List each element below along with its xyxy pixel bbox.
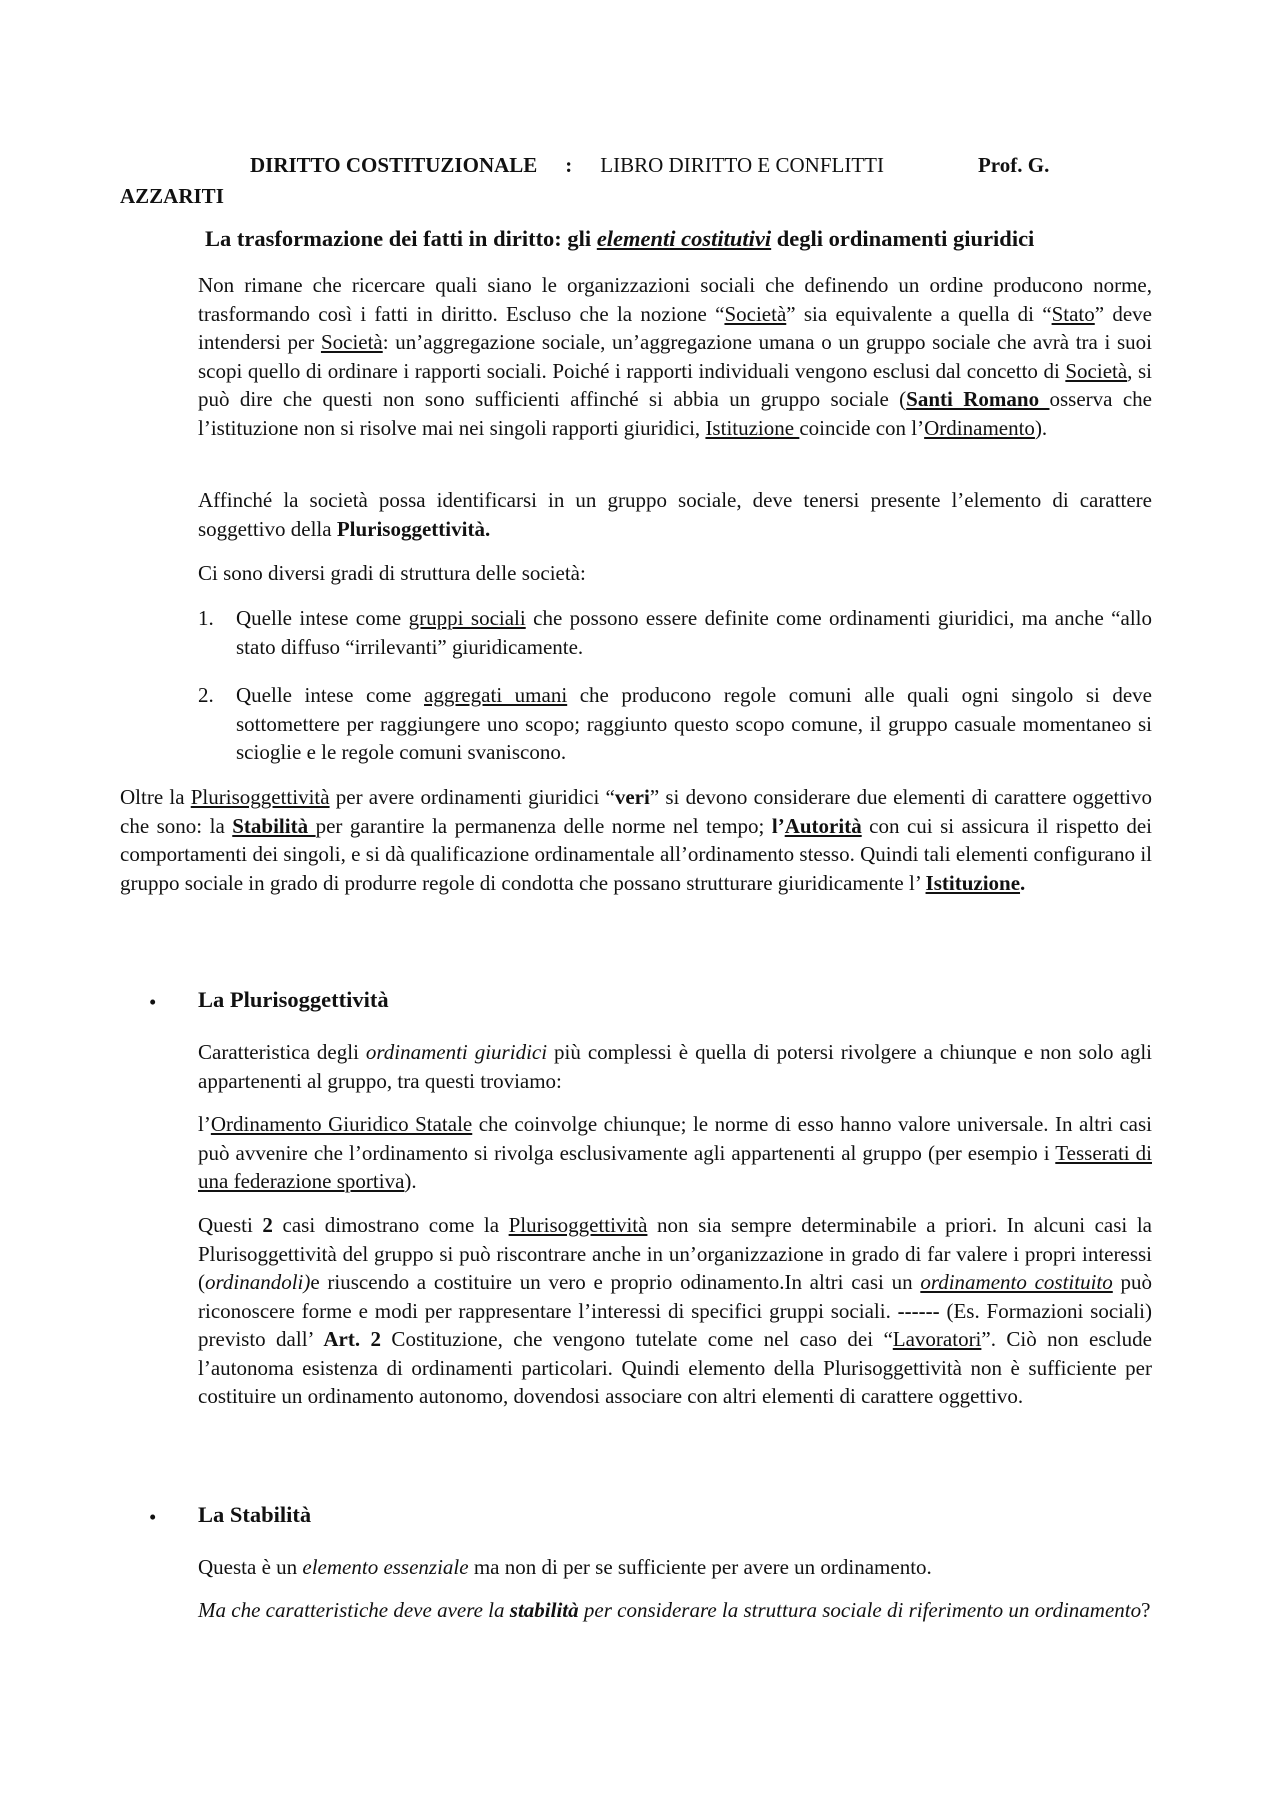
paragraph-gradi: Ci sono diversi gradi di struttura delle società: bbox=[198, 561, 586, 585]
book-title: LIBRO DIRITTO E CONFLITTI bbox=[600, 153, 884, 177]
list-item: 2. Quelle intese come aggregati umani che producono regole comuni alle quali ogni singolo si deve sottomettere per raggiungere uno scopo; raggiunto questo scopo comune, il gruppo casuale momentaneo si scioglie e le regole comuni svaniscono. bbox=[198, 683, 1153, 764]
list-item: 1. Quelle intese come gruppi sociali che possono essere definite come ordinamenti giuridici, ma anche “allo stato diffuso “irrilevanti” giuridicamente. bbox=[198, 606, 1152, 659]
paragraph-caratteristica: Caratteristica degli ordinamenti giuridici più complessi è quella di potersi rivolgere a chiunque e non solo agli appartenenti al gruppo, tra questi troviamo: bbox=[198, 1040, 1152, 1093]
paragraph-elementi-oggettivi: Oltre la Plurisoggettività per avere ordinamenti giuridici “veri” si devono considerare due elementi di carattere oggettivo che sono: la Stabilità per garantire la permanenza delle norme nel tempo; l’Autorità con cui si assicura il rispetto dei comportamenti dei singoli, e si dà qualificazione ordinamentale all’ordinamento stesso. Quindi tali elementi configurano il gruppo sociale in grado di produrre regole di condotta che possano strutturare giuridicamente l’ Istituzione. bbox=[120, 785, 1152, 895]
course-title: DIRITTO COSTITUZIONALE bbox=[250, 153, 538, 177]
bullet-icon: • bbox=[149, 1505, 157, 1529]
paragraph-domanda-stabilita: Ma che caratteristiche deve avere la stabilità per considerare la struttura sociale di riferimento un ordinamento? bbox=[198, 1598, 1151, 1622]
paragraph-ordinamento-statale: l’Ordinamento Giuridico Statale che coinvolge chiunque; le norme di esso hanno valore universale. In altri casi può avvenire che l’ordinamento si rivolga esclusivamente agli appartenenti al gruppo (per esempio i Tesserati di una federazione sportiva). bbox=[198, 1112, 1152, 1193]
header-separator: : bbox=[565, 153, 573, 177]
paragraph-plurisoggettivita: Affinché la società possa identificarsi in un gruppo sociale, deve tenersi presente l’elemento di carattere soggettivo della Plurisoggettività. bbox=[198, 488, 1152, 541]
document-header bbox=[120, 150, 1150, 212]
section-title: La trasformazione dei fatti in diritto: gli elementi costitutivi degli ordinamenti giuridici bbox=[205, 226, 1035, 251]
paragraph-elemento-essenziale: Questa è un elemento essenziale ma non di per se sufficiente per avere un ordinamento. bbox=[198, 1555, 932, 1579]
title-emphasis: elementi costitutivi bbox=[596, 226, 772, 251]
subsection-title-stabilita: La Stabilità bbox=[198, 1502, 312, 1527]
professor-surname: AZZARITI bbox=[120, 184, 224, 208]
bullet-icon: • bbox=[149, 990, 157, 1014]
professor-name: Prof. G. bbox=[977, 153, 1050, 177]
paragraph-intro: Non rimane che ricercare quali siano le organizzazioni sociali che definendo un ordine producono norme, trasformando così i fatti in diritto. Escluso che la nozione “Società” sia equivalente a quella di “Stato” deve intendersi per Società: un’aggregazione sociale, un’aggregazione umana o un gruppo sociale che avrà tra i suoi scopi quello di ordinare i rapporti sociali. Poiché i rapporti individuali vengono esclusi dal concetto di Società, si può dire che questi non sono sufficienti affinché si abbia un gruppo sociale (Santi Romano osserva che l’istituzione non si risolve mai nei singoli rapporti giuridici, Istituzione coincide con l’Ordinamento). bbox=[198, 273, 1153, 440]
paragraph-casi: Questi 2 casi dimostrano come la Plurisoggettività non sia sempre determinabile a priori. In alcuni casi la Plurisoggettività del gruppo si può riscontrare anche in un’organizzazione in grado di far valere i propri interessi (ordinandoli)e riuscendo a costituire un vero e proprio odinamento.In altri casi un ordinamento costituito può riconoscere forme e modi per rappresentare l’interessi di specifici gruppi sociali. ------ (Es. Formazioni sociali) previsto dall’ Art. 2 Costituzione, che vengono tutelate come nel caso dei “Lavoratori”. Ciò non esclude l’autonoma esistenza di ordinamenti particolari. Quindi elemento della Plurisoggettività non è sufficiente per costituire un ordinamento autonomo, dovendosi associare con altri elementi di carattere oggettivo. bbox=[198, 1213, 1153, 1408]
subsection-title-plurisoggettivita: La Plurisoggettività bbox=[198, 987, 389, 1012]
